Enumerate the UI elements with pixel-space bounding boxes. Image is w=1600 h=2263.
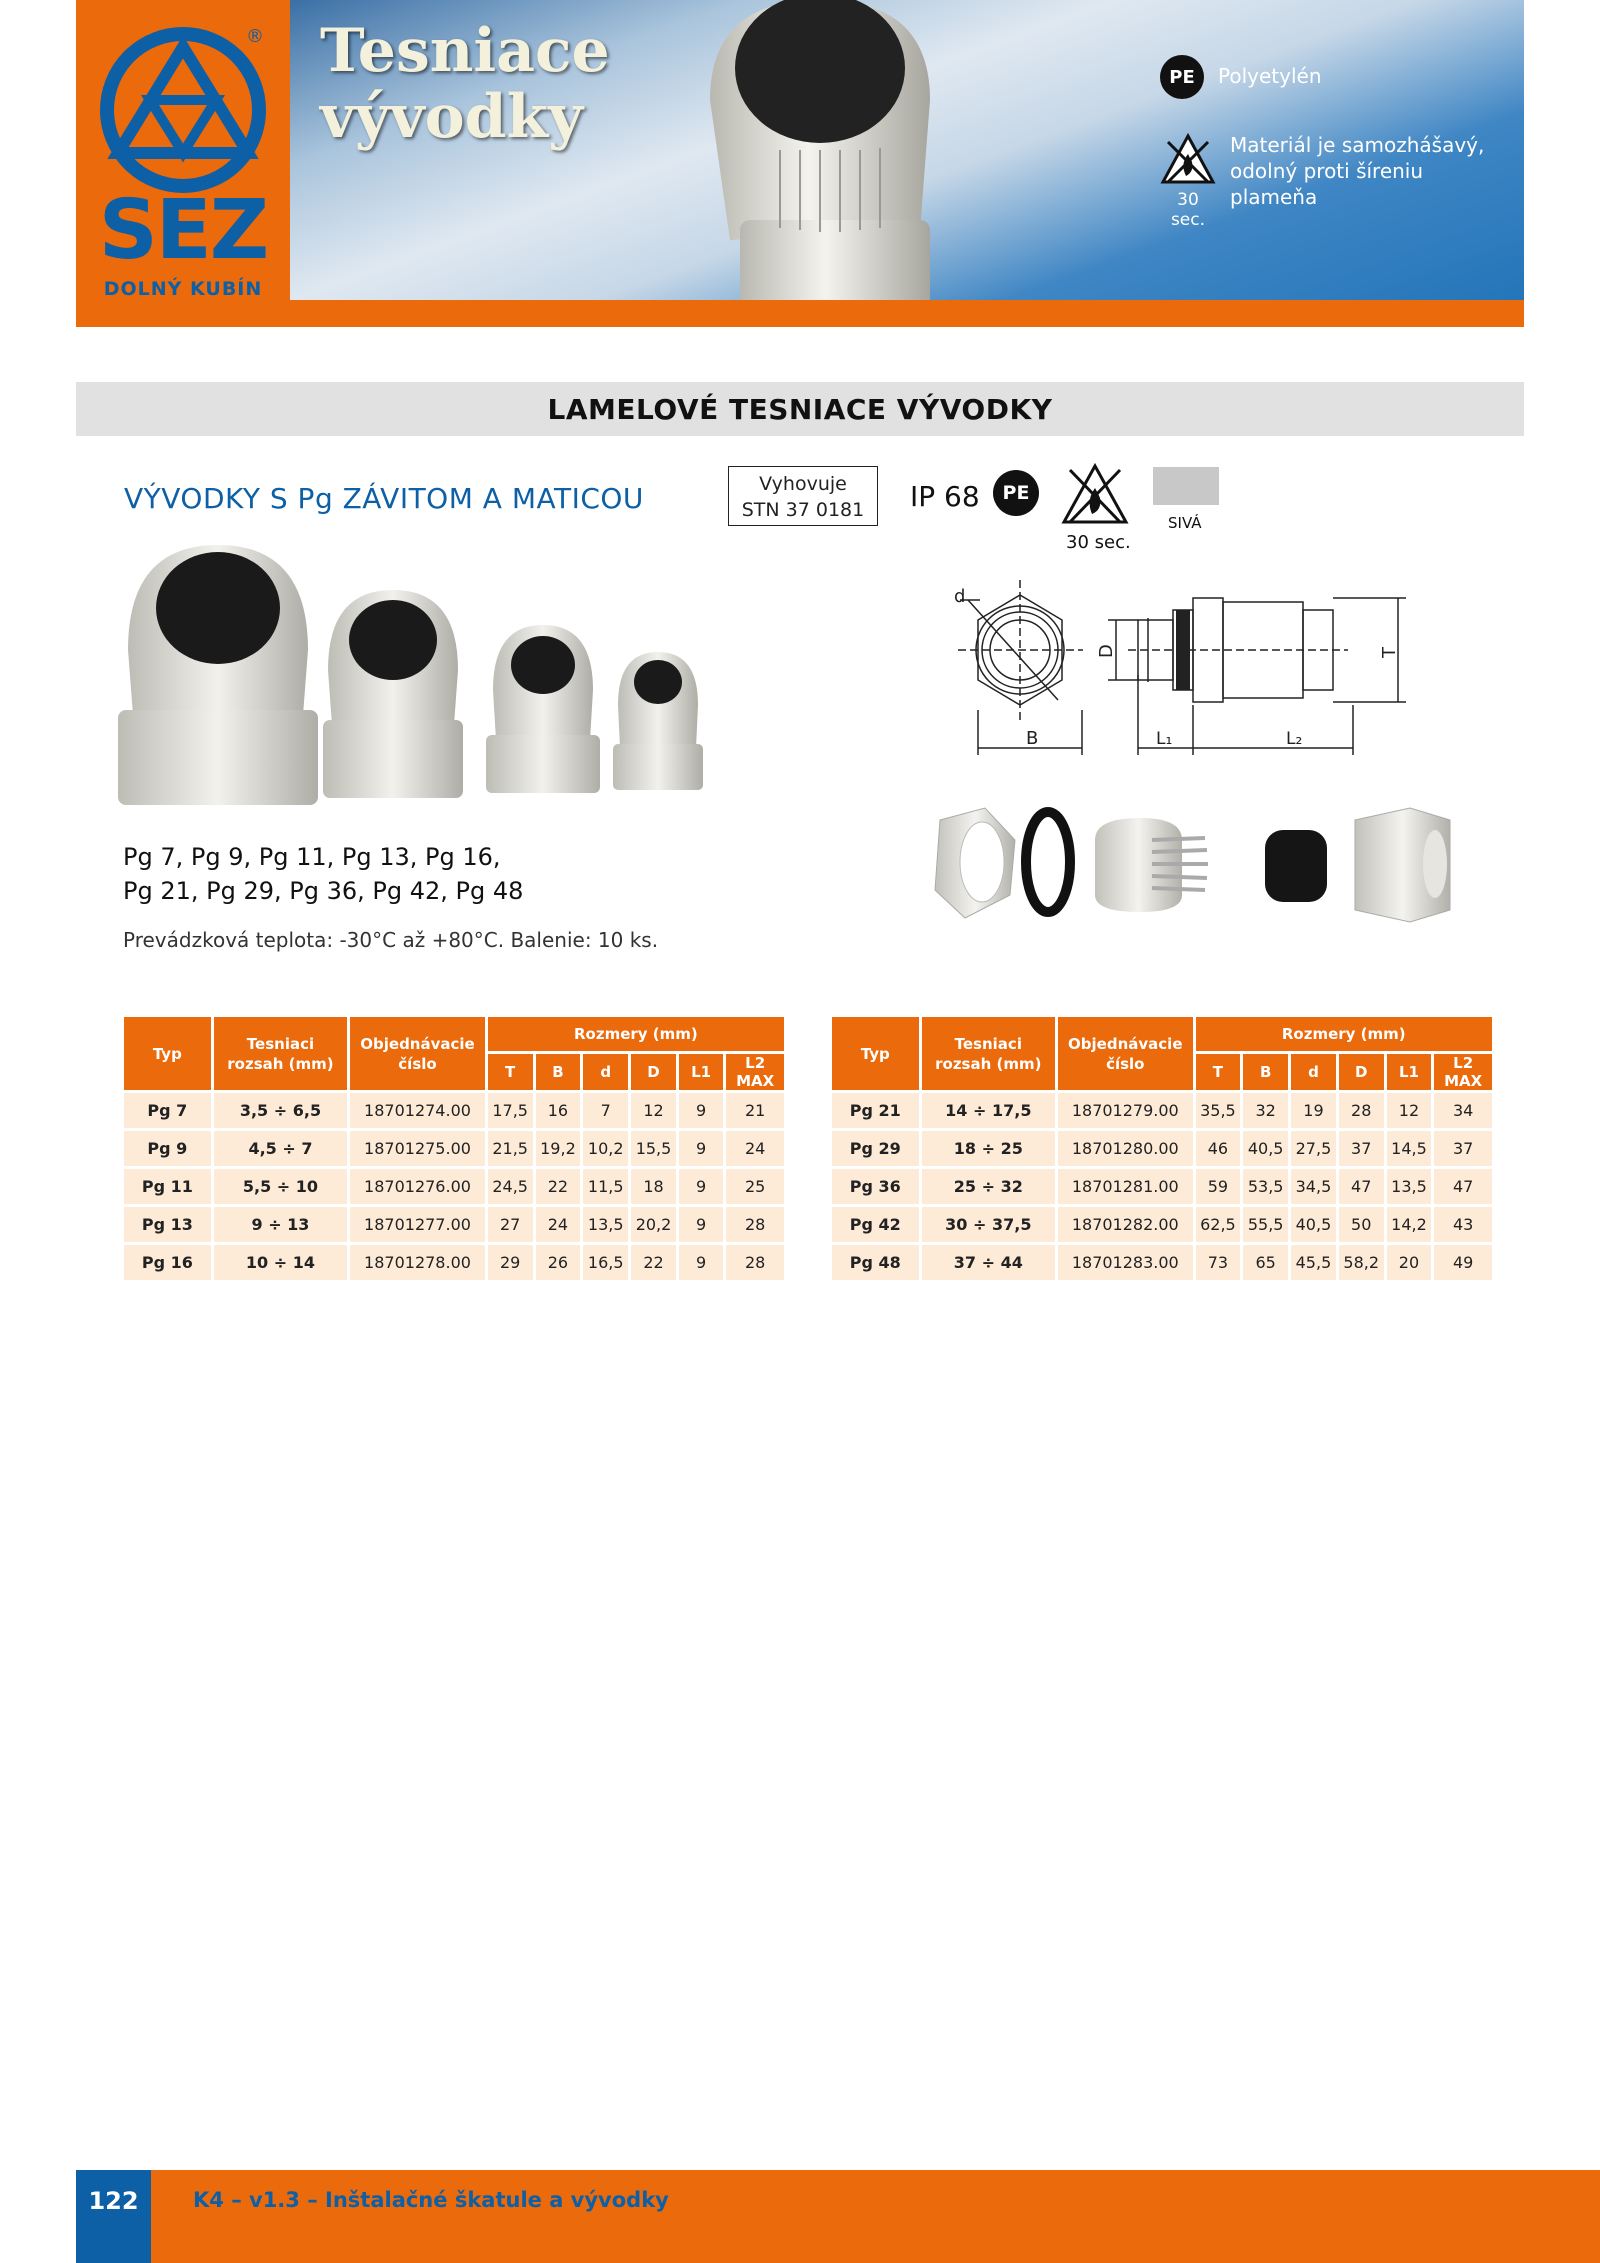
cell-d: 12 <box>631 1093 676 1128</box>
standard-line-2: STN 37 0181 <box>741 499 865 521</box>
table-row <box>832 1093 1492 1128</box>
cell-l1: 9 <box>679 1207 723 1242</box>
color-label: SIVÁ <box>1168 514 1202 532</box>
operating-note: Prevádzková teplota: -30°C až +80°C. Balenie: 10 ks. <box>123 928 659 952</box>
cell-b: 19,2 <box>536 1131 581 1166</box>
cell-d: 19 <box>1291 1093 1336 1128</box>
page-number: 122 <box>76 2170 151 2263</box>
cell-t: 17,5 <box>488 1093 533 1128</box>
cell-b: 26 <box>536 1245 581 1280</box>
cell-range: 4,5 ÷ 7 <box>214 1131 348 1166</box>
spec-table-left <box>121 1014 787 1283</box>
table-row <box>124 1245 784 1280</box>
cell-typ: Pg 9 <box>124 1131 211 1166</box>
flame-retardant-icon <box>1060 462 1130 528</box>
cell-t: 27 <box>488 1207 533 1242</box>
page-footer <box>76 2170 1600 2263</box>
cell-order: 18701274.00 <box>350 1093 485 1128</box>
cell-d: 45,5 <box>1291 1245 1336 1280</box>
cell-order: 18701277.00 <box>350 1207 485 1242</box>
cell-l2: 47 <box>1434 1169 1492 1204</box>
cell-l1: 13,5 <box>1387 1169 1432 1204</box>
label-T: T <box>1379 647 1400 658</box>
logo-subtitle: DOLNÝ KUBÍN <box>103 278 263 300</box>
cell-l1: 9 <box>679 1093 723 1128</box>
cell-typ: Pg 42 <box>832 1207 919 1242</box>
cable-gland-photo <box>670 0 950 300</box>
col-range <box>214 1017 348 1090</box>
cell-d: 13,5 <box>583 1207 628 1242</box>
cell-l1: 9 <box>679 1131 723 1166</box>
color-swatch <box>1153 467 1219 505</box>
logo-text: SEZ <box>98 183 268 278</box>
cell-d: 16,5 <box>583 1245 628 1280</box>
legend-fire-caption: 30 sec. <box>1170 190 1206 230</box>
cell-l2: 28 <box>726 1207 784 1242</box>
cell-typ: Pg 21 <box>832 1093 919 1128</box>
cell-d: 15,5 <box>631 1131 676 1166</box>
fire-caption: 30 sec. <box>1066 532 1131 553</box>
cell-l2: 24 <box>726 1131 784 1166</box>
legend-fire-text <box>1230 132 1484 210</box>
cell-b: 40,5 <box>1243 1131 1288 1166</box>
cell-b: 53,5 <box>1243 1169 1288 1204</box>
legend-fire <box>1160 132 1484 230</box>
footer-text: K4 – v1.3 – Inštalačné škatule a vývodky <box>193 2188 669 2212</box>
cell-order: 18701283.00 <box>1058 1245 1193 1280</box>
cell-typ: Pg 11 <box>124 1169 211 1204</box>
cell-l1: 9 <box>679 1245 723 1280</box>
cell-l1: 12 <box>1387 1093 1432 1128</box>
cell-range: 3,5 ÷ 6,5 <box>214 1093 348 1128</box>
col-dims: Rozmery (mm) <box>488 1017 784 1051</box>
registered-mark: ® <box>246 26 264 47</box>
cell-l1: 14,5 <box>1387 1131 1432 1166</box>
table-row <box>124 1093 784 1128</box>
cell-d: 47 <box>1339 1169 1384 1204</box>
col-order-l1: Objednávacie <box>360 1034 475 1053</box>
pe-badge-icon: PE <box>1160 55 1204 99</box>
cell-t: 73 <box>1196 1245 1241 1280</box>
table-row <box>124 1207 784 1242</box>
table-row <box>124 1131 784 1166</box>
cell-d: 18 <box>631 1169 676 1204</box>
label-B: B <box>1026 728 1039 749</box>
col-range-l1: Tesniaci <box>246 1034 315 1053</box>
cell-b: 32 <box>1243 1093 1288 1128</box>
cell-order: 18701281.00 <box>1058 1169 1193 1204</box>
label-L2: L₂ <box>1286 729 1303 749</box>
cell-range: 14 ÷ 17,5 <box>922 1093 1055 1128</box>
section-title: LAMELOVÉ TESNIACE VÝVODKY <box>76 382 1524 436</box>
cell-order: 18701276.00 <box>350 1169 485 1204</box>
col-range-l2: rozsah (mm) <box>227 1054 334 1073</box>
col-L2max: L2 MAX <box>726 1054 784 1090</box>
cell-t: 29 <box>488 1245 533 1280</box>
cell-typ: Pg 16 <box>124 1245 211 1280</box>
cell-d: 40,5 <box>1291 1207 1336 1242</box>
legend-pe-text: Polyetylén <box>1218 64 1322 88</box>
gland-sizes-photo <box>118 540 728 815</box>
col-L1: L1 <box>1387 1054 1432 1090</box>
cell-t: 21,5 <box>488 1131 533 1166</box>
col-order-l1: Objednávacie <box>1068 1034 1183 1053</box>
pe-badge-icon: PE <box>993 470 1039 516</box>
cell-range: 10 ÷ 14 <box>214 1245 348 1280</box>
cell-order: 18701278.00 <box>350 1245 485 1280</box>
cell-d: 11,5 <box>583 1169 628 1204</box>
col-L2max: L2 MAX <box>1434 1054 1492 1090</box>
col-T: T <box>1196 1054 1241 1090</box>
page-title <box>320 18 610 150</box>
col-d: d <box>1291 1054 1336 1090</box>
flame-retardant-icon <box>1160 132 1216 230</box>
cell-d: 37 <box>1339 1131 1384 1166</box>
cell-d: 27,5 <box>1291 1131 1336 1166</box>
cell-range: 18 ÷ 25 <box>922 1131 1055 1166</box>
cell-l2: 43 <box>1434 1207 1492 1242</box>
col-range-l1: Tesniaci <box>954 1034 1022 1053</box>
col-typ: Typ <box>124 1017 211 1090</box>
available-sizes <box>123 840 523 908</box>
table-row <box>124 1169 784 1204</box>
col-order <box>1058 1017 1193 1090</box>
legend-fire-line-2: odolný proti šíreniu <box>1230 159 1424 183</box>
standard-line-1: Vyhovuje <box>759 473 847 495</box>
cell-d: 28 <box>1339 1093 1384 1128</box>
col-T: T <box>488 1054 533 1090</box>
banner-image <box>290 0 1524 300</box>
standard-box <box>728 466 878 526</box>
col-order <box>350 1017 485 1090</box>
cell-l1: 20 <box>1387 1245 1432 1280</box>
col-order-l2: číslo <box>1106 1054 1145 1073</box>
col-D: D <box>631 1054 676 1090</box>
cell-range: 9 ÷ 13 <box>214 1207 348 1242</box>
header-banner <box>76 0 1524 327</box>
cell-d: 7 <box>583 1093 628 1128</box>
legend-fire-line-3: plameňa <box>1230 185 1318 209</box>
cell-range: 30 ÷ 37,5 <box>922 1207 1055 1242</box>
legend-pe <box>1160 55 1322 99</box>
cell-b: 65 <box>1243 1245 1288 1280</box>
cell-d: 50 <box>1339 1207 1384 1242</box>
cell-b: 24 <box>536 1207 581 1242</box>
cell-typ: Pg 7 <box>124 1093 211 1128</box>
spec-table-right <box>829 1014 1495 1283</box>
cell-l2: 28 <box>726 1245 784 1280</box>
cell-b: 22 <box>536 1169 581 1204</box>
cell-range: 37 ÷ 44 <box>922 1245 1055 1280</box>
cell-l2: 37 <box>1434 1131 1492 1166</box>
cell-t: 24,5 <box>488 1169 533 1204</box>
cell-range: 25 ÷ 32 <box>922 1169 1055 1204</box>
label-L1: L₁ <box>1156 729 1173 749</box>
col-L1: L1 <box>679 1054 723 1090</box>
cell-b: 55,5 <box>1243 1207 1288 1242</box>
cell-typ: Pg 36 <box>832 1169 919 1204</box>
cell-t: 35,5 <box>1196 1093 1241 1128</box>
table-row <box>832 1245 1492 1280</box>
cell-typ: Pg 48 <box>832 1245 919 1280</box>
legend-fire-line-1: Materiál je samozhášavý, <box>1230 133 1485 157</box>
cell-t: 62,5 <box>1196 1207 1241 1242</box>
title-line-1: Tesniace <box>320 16 610 86</box>
sizes-line-1: Pg 7, Pg 9, Pg 11, Pg 13, Pg 16, <box>123 843 501 871</box>
cell-t: 59 <box>1196 1169 1241 1204</box>
col-typ: Typ <box>832 1017 919 1090</box>
cell-range: 5,5 ÷ 10 <box>214 1169 348 1204</box>
protection-rating: IP 68 <box>910 480 980 513</box>
cell-l2: 34 <box>1434 1093 1492 1128</box>
cell-order: 18701282.00 <box>1058 1207 1193 1242</box>
cell-t: 46 <box>1196 1131 1241 1166</box>
cell-l2: 25 <box>726 1169 784 1204</box>
technical-drawing <box>948 580 1408 770</box>
section-subtitle: VÝVODKY S Pg ZÁVITOM A MATICOU <box>124 482 644 515</box>
cell-l2: 49 <box>1434 1245 1492 1280</box>
col-D: D <box>1339 1054 1384 1090</box>
col-B: B <box>536 1054 581 1090</box>
cell-order: 18701275.00 <box>350 1131 485 1166</box>
cell-l1: 14,2 <box>1387 1207 1432 1242</box>
col-range <box>922 1017 1055 1090</box>
table-row <box>832 1131 1492 1166</box>
col-B: B <box>1243 1054 1288 1090</box>
sez-logo <box>76 0 290 300</box>
label-d: d <box>954 586 966 607</box>
col-range-l2: rozsah (mm) <box>935 1054 1042 1073</box>
sez-triangle-logo-icon <box>98 25 268 195</box>
title-line-2: vývodky <box>320 82 583 152</box>
cell-d: 10,2 <box>583 1131 628 1166</box>
cell-l1: 9 <box>679 1169 723 1204</box>
label-D: D <box>1096 644 1117 658</box>
cell-typ: Pg 13 <box>124 1207 211 1242</box>
sizes-line-2: Pg 21, Pg 29, Pg 36, Pg 42, Pg 48 <box>123 877 524 905</box>
cell-order: 18701280.00 <box>1058 1131 1193 1166</box>
cell-d: 58,2 <box>1339 1245 1384 1280</box>
gland-parts-photo <box>920 800 1460 930</box>
cell-b: 16 <box>536 1093 581 1128</box>
cell-order: 18701279.00 <box>1058 1093 1193 1128</box>
cell-d: 34,5 <box>1291 1169 1336 1204</box>
col-dims: Rozmery (mm) <box>1196 1017 1492 1051</box>
table-row <box>832 1169 1492 1204</box>
col-d: d <box>583 1054 628 1090</box>
cell-d: 22 <box>631 1245 676 1280</box>
col-order-l2: číslo <box>398 1054 437 1073</box>
cell-d: 20,2 <box>631 1207 676 1242</box>
cell-typ: Pg 29 <box>832 1131 919 1166</box>
table-row <box>832 1207 1492 1242</box>
cell-l2: 21 <box>726 1093 784 1128</box>
